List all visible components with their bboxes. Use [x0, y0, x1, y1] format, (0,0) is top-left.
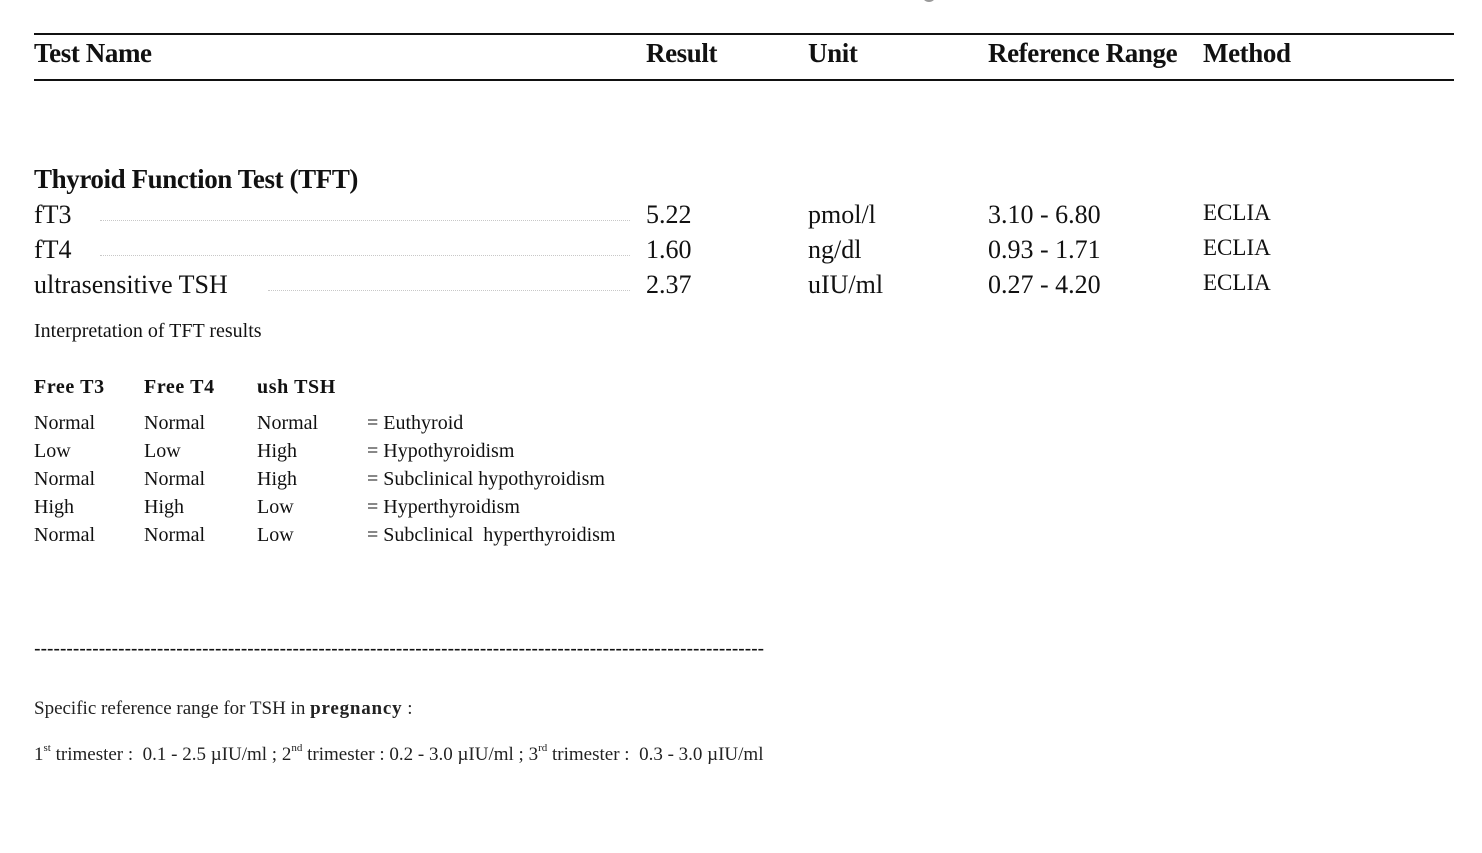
interpretation-title: Interpretation of TFT results [34, 320, 262, 342]
interp-t4: Normal [144, 524, 206, 546]
interp-meaning: = Hyperthyroidism [367, 496, 520, 518]
test-reference-range: 3.10 - 6.80 [988, 200, 1101, 229]
interp-tsh: Low [257, 496, 294, 518]
test-name: ultrasensitive TSH [34, 270, 228, 299]
interp-row [0, 440, 900, 468]
interp-t3: Low [34, 440, 71, 462]
interp-meaning: = Subclinical hyperthyroidism [367, 524, 616, 546]
test-method: ECLIA [1203, 270, 1271, 295]
interp-row [0, 496, 900, 524]
pregnancy-note-lead: Specific reference range for TSH in [34, 698, 311, 719]
trimester-text: trimester : 0.3 - 3.0 µIU/ml [547, 744, 764, 765]
test-unit: ng/dl [808, 235, 862, 264]
test-method: ECLIA [1203, 235, 1271, 260]
dashed-separator: ----------------------------------------------------------------------------------------------------------------- [34, 638, 764, 660]
leader-dots [268, 290, 630, 291]
pregnancy-note [34, 698, 412, 720]
interp-tsh: Low [257, 524, 294, 546]
interp-meaning: = Euthyroid [367, 412, 464, 434]
interp-t4: Low [144, 440, 181, 462]
trimester-num: 1 [34, 744, 44, 765]
trimester-suffix: st [43, 742, 51, 754]
col-header-test-name: Test Name [34, 38, 152, 68]
pregnancy-keyword: pregnancy [310, 698, 403, 719]
result-row-tsh [0, 270, 1482, 304]
interp-t3: High [34, 496, 74, 518]
interp-col-free-t4: Free T4 [144, 376, 215, 398]
result-row-ft4 [0, 235, 1482, 269]
header-bottom-rule [34, 79, 1454, 81]
result-row-ft3 [0, 200, 1482, 234]
leader-dots [100, 220, 630, 221]
col-header-result: Result [646, 38, 718, 68]
trimester-num: 3 [528, 744, 539, 765]
test-unit: uIU/ml [808, 270, 884, 299]
interp-tsh: High [257, 440, 297, 462]
interp-t4: Normal [144, 412, 206, 434]
leader-dots [100, 255, 630, 256]
test-result: 5.22 [646, 200, 692, 229]
section-title: Thyroid Function Test (TFT) [34, 164, 359, 194]
trimester-ranges [34, 744, 763, 766]
col-header-unit: Unit [808, 38, 858, 68]
trimester-text: trimester : 0.1 - 2.5 µIU/ml ; [50, 744, 282, 765]
test-name: fT3 [34, 200, 72, 229]
test-result: 1.60 [646, 235, 692, 264]
test-reference-range: 0.93 - 1.71 [988, 235, 1101, 264]
test-method: ECLIA [1203, 200, 1271, 225]
trimester-suffix: nd [291, 742, 303, 754]
interp-col-ush-tsh: ush TSH [257, 376, 336, 398]
col-header-reference-range: Reference Range [988, 38, 1178, 68]
test-reference-range: 0.27 - 4.20 [988, 270, 1101, 299]
test-unit: pmol/l [808, 200, 876, 229]
interp-tsh: Normal [257, 412, 319, 434]
interp-meaning: = Subclinical hypothyroidism [367, 468, 605, 490]
interp-col-free-t3: Free T3 [34, 376, 105, 398]
trimester-num: 2 [281, 744, 292, 765]
test-name: fT4 [34, 235, 72, 264]
interp-t4: High [144, 496, 184, 518]
trimester-text: trimester : 0.2 - 3.0 µIU/ml ; [302, 744, 529, 765]
interp-tsh: High [257, 468, 297, 490]
pregnancy-note-tail: : [402, 698, 413, 719]
interp-t3: Normal [34, 412, 96, 434]
cropped-glyph [922, 0, 936, 2]
interp-t3: Normal [34, 524, 96, 546]
test-result: 2.37 [646, 270, 692, 299]
interp-row [0, 468, 900, 496]
interp-t3: Normal [34, 468, 96, 490]
interp-row [0, 412, 900, 440]
interp-row [0, 524, 900, 552]
col-header-method: Method [1203, 38, 1291, 68]
interp-meaning: = Hypothyroidism [367, 440, 515, 462]
trimester-suffix: rd [538, 742, 548, 754]
header-top-rule [34, 33, 1454, 35]
interp-t4: Normal [144, 468, 206, 490]
